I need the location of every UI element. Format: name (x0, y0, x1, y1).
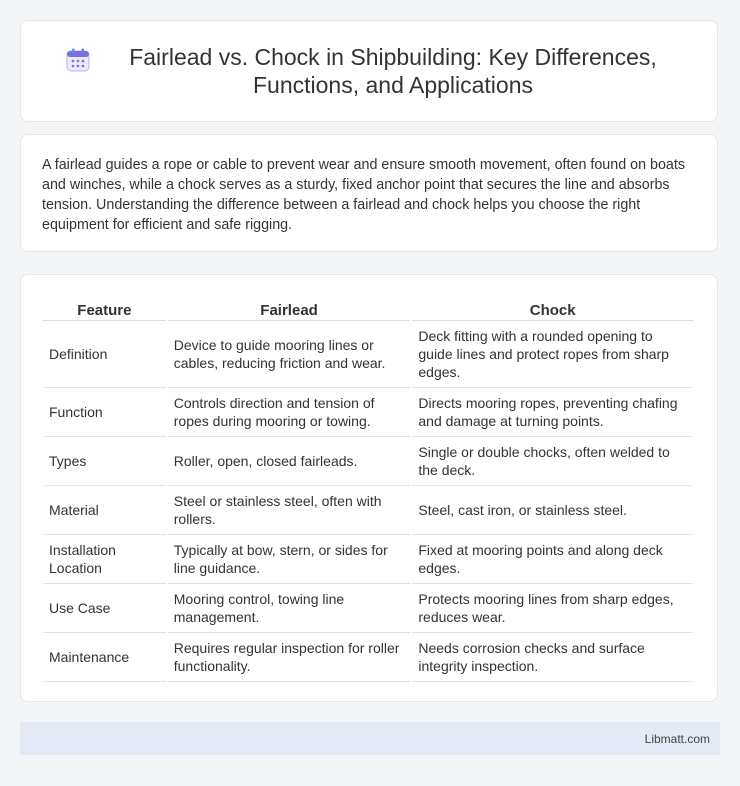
header-fairlead: Fairlead (168, 297, 411, 321)
table-row (43, 633, 693, 682)
fairlead-cell: Requires regular inspection for roller functionality. (168, 633, 411, 682)
calendar-icon (65, 47, 91, 73)
chock-cell: Needs corrosion checks and surface integrity inspection. (412, 633, 693, 682)
chock-cell: Steel, cast iron, or stainless steel. (412, 486, 693, 535)
fairlead-cell: Typically at bow, stern, or sides for line guidance. (168, 535, 411, 584)
comparison-table-card (20, 274, 718, 702)
fairlead-cell: Mooring control, towing line management. (168, 584, 411, 633)
intro-paragraph: A fairlead guides a rope or cable to prevent wear and ensure smooth movement, often found on boats and winches, while a chock serves as a sturdy, fixed anchor point that secures the line and absorbs tension. Understanding the difference between a fairlead and chock helps you choose the right equipment for efficient and safe rigging. (42, 157, 685, 233)
fairlead-cell: Roller, open, closed fairleads. (168, 437, 411, 486)
chock-cell: Single or double chocks, often welded to the deck. (412, 437, 693, 486)
table-row (43, 486, 693, 535)
feature-cell: Types (43, 437, 166, 486)
feature-cell: Installation Location (43, 535, 166, 584)
feature-cell: Use Case (43, 584, 166, 633)
intro-card (20, 134, 718, 252)
page-title: Fairlead vs. Chock in Shipbuilding: Key Differences, Functions, and Applications (129, 44, 657, 98)
title-card (20, 20, 718, 122)
table-row (43, 388, 693, 437)
table-row (43, 584, 693, 633)
footer-source-link[interactable]: Libmatt.com (644, 731, 710, 746)
feature-cell: Material (43, 486, 166, 535)
chock-cell: Directs mooring ropes, preventing chafing and damage at turning points. (412, 388, 693, 437)
feature-cell: Definition (43, 321, 166, 388)
header-chock: Chock (412, 297, 693, 321)
fairlead-cell: Controls direction and tension of ropes during mooring or towing. (168, 388, 411, 437)
footer-bar (20, 722, 720, 755)
header-feature: Feature (43, 297, 166, 321)
feature-cell: Function (43, 388, 166, 437)
title-wrap (65, 43, 673, 99)
chock-cell: Deck fitting with a rounded opening to guide lines and protect ropes from sharp edges. (412, 321, 693, 388)
table-header-row (43, 297, 693, 321)
chock-cell: Protects mooring lines from sharp edges, reduces wear. (412, 584, 693, 633)
feature-cell: Maintenance (43, 633, 166, 682)
table-row (43, 535, 693, 584)
table-row (43, 437, 693, 486)
fairlead-cell: Device to guide mooring lines or cables, reducing friction and wear. (168, 321, 411, 388)
fairlead-cell: Steel or stainless steel, often with rollers. (168, 486, 411, 535)
chock-cell: Fixed at mooring points and along deck edges. (412, 535, 693, 584)
comparison-table (41, 297, 695, 682)
table-row (43, 321, 693, 388)
